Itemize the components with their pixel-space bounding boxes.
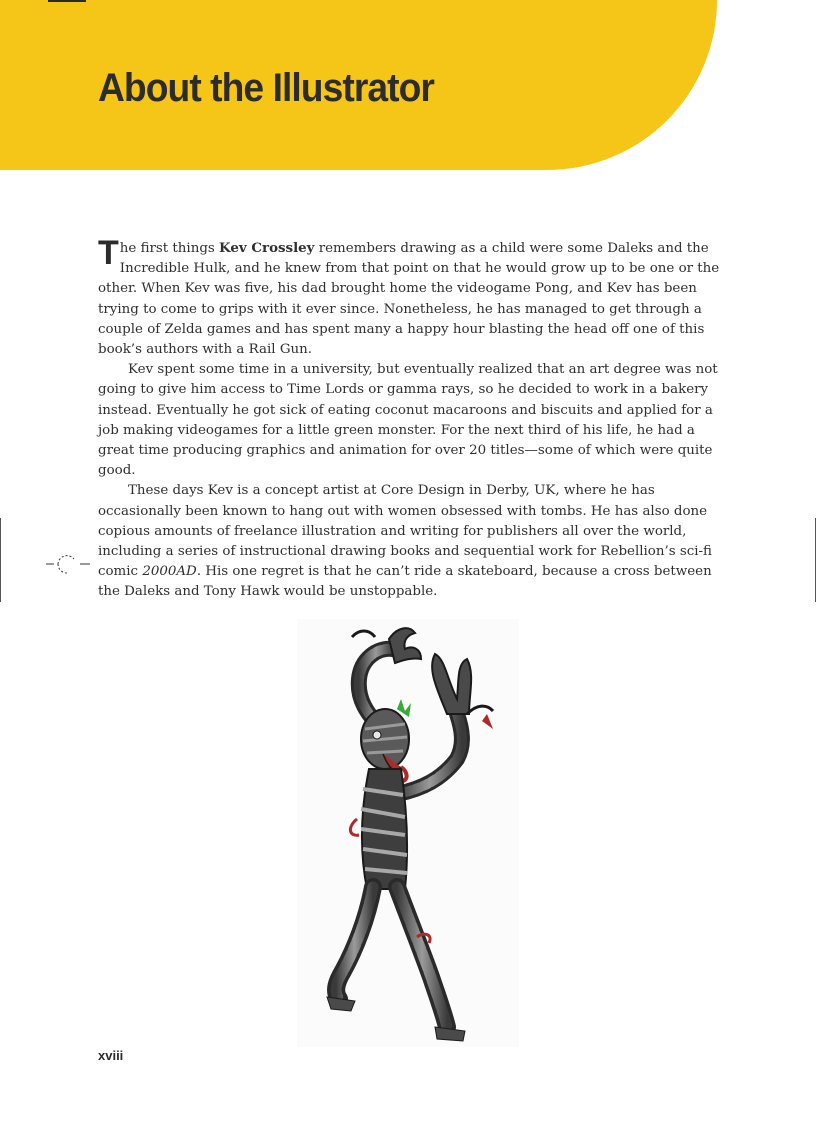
paragraph-2: Kev spent some time in a university, but eventually realized that an art degree was not going to give him access to Time Lords or gamma rays, so he decided to work in a bakery instead. Eventually he got sick of eating coconut macaroons and biscuits and applied for a job making videogames for a little green monster. For the next third of his life, he had a great time producing graphics and animation for over 20 titles—some of which were quite good. <box>98 362 718 479</box>
paragraph-3 <box>98 481 720 602</box>
mummy-illustration <box>297 619 519 1047</box>
top-rule <box>48 0 86 2</box>
comic-title: 2000AD <box>142 564 197 580</box>
page-title: About the Illustrator <box>98 66 434 110</box>
margin-bar-left <box>0 518 1 602</box>
p3-before: These days Kev is a concept artist at Core Design in Derby, UK, where he has occasionally been known to hang out with women obsessed with tombs. He has also done copious amounts of freelance illustration and writing for publishers all over the world, including a series of instructional drawing books and sequential work for Rebellion’s sci-fi comic <box>98 483 712 580</box>
registration-mark-icon <box>46 551 90 577</box>
drop-cap: T <box>98 234 119 272</box>
illustrator-name: Kev Crossley <box>219 240 315 256</box>
p1-rest: remembers drawing as a child were some Daleks and the Incredible Hulk, and he knew from that point on that he would grow up to be one or the other. When Kev was five, his dad brought home the videogame Pong, and Kev has been trying to come to grips with it ever since. Nonetheless, he has managed to get through a couple of Zelda games and has spent many a happy hour blasting the head off one of this book’s authors with a Rail Gun. <box>98 241 720 358</box>
page-number: xviii <box>98 1048 124 1063</box>
p3-after: . His one regret is that he can’t ride a skateboard, because a cross between the Daleks and Tony Hawk would be unstoppable. <box>98 564 712 600</box>
article-body <box>98 234 720 603</box>
paragraph-1 <box>98 234 720 360</box>
p1-intro: he first things <box>119 241 220 256</box>
